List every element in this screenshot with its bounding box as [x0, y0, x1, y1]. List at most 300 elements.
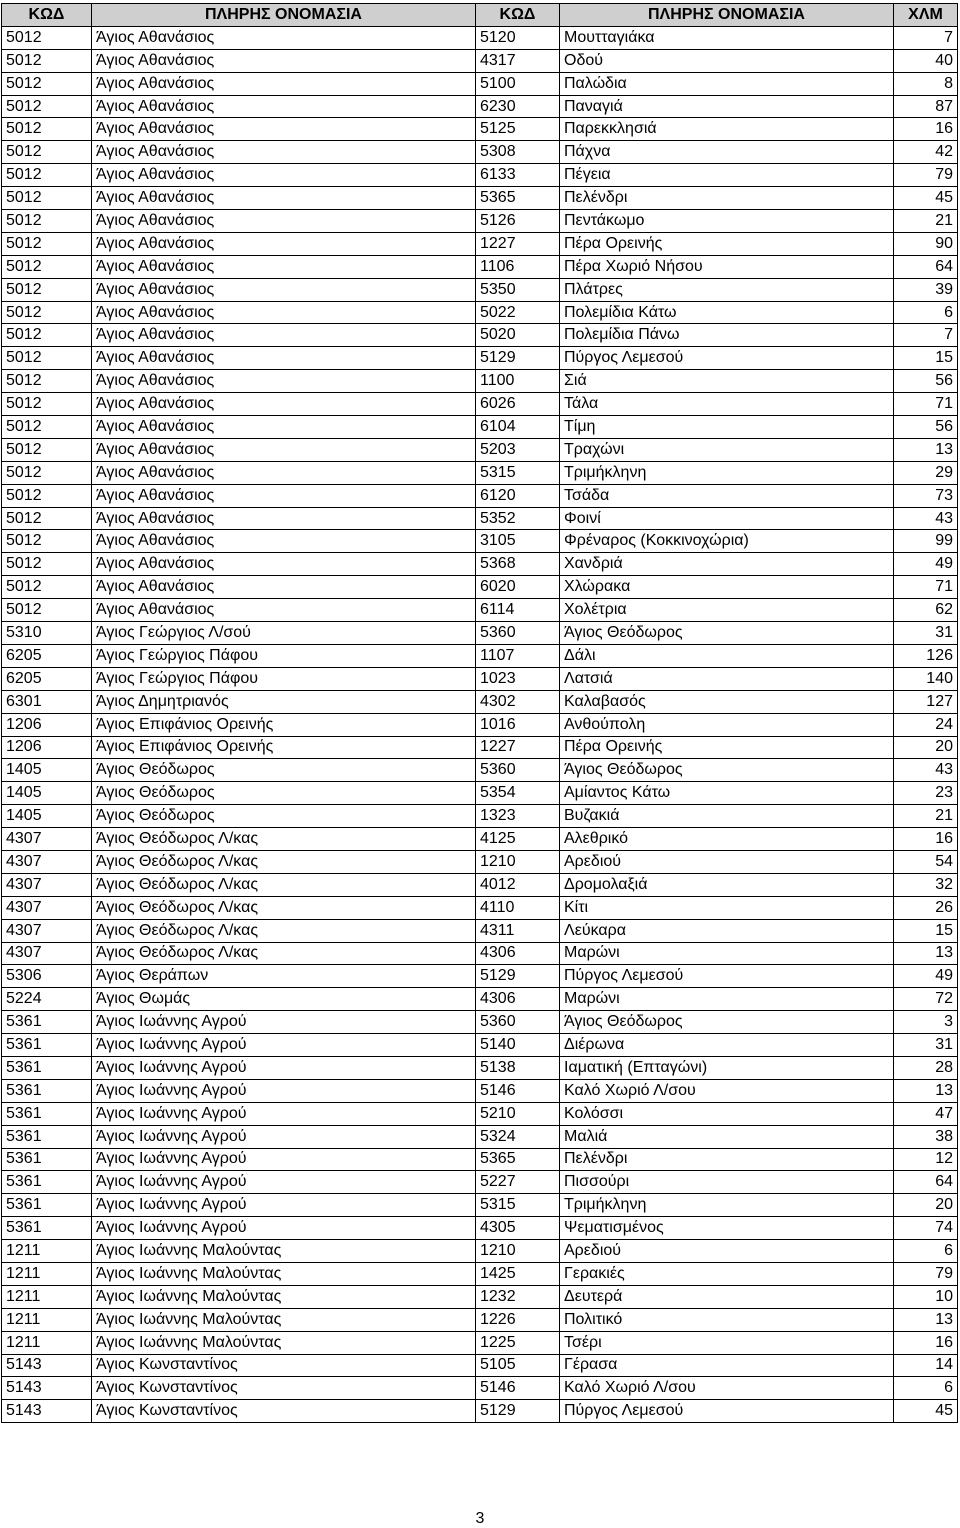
table-row [2, 919, 958, 942]
to-code-cell: 4305 [476, 1217, 560, 1240]
to-code-cell: 5146 [476, 1079, 560, 1102]
from-name-cell: Άγιος Ιωάννης Αγρού [92, 1217, 476, 1240]
distance-km-cell: 8 [894, 72, 958, 95]
to-name-cell: Πολεμίδια Κάτω [560, 301, 894, 324]
table-row [2, 1011, 958, 1034]
to-code-cell: 5126 [476, 210, 560, 233]
from-code-cell: 4307 [2, 850, 92, 873]
to-code-cell: 1100 [476, 370, 560, 393]
to-code-cell: 4317 [476, 49, 560, 72]
from-name-cell: Άγιος Αθανάσιος [92, 416, 476, 439]
to-name-cell: Δευτερά [560, 1285, 894, 1308]
from-name-cell: Άγιος Ιωάννης Αγρού [92, 1102, 476, 1125]
table-row [2, 255, 958, 278]
from-code-cell: 5361 [2, 1011, 92, 1034]
from-code-cell: 5361 [2, 1148, 92, 1171]
distance-km-cell: 79 [894, 164, 958, 187]
table-row [2, 553, 958, 576]
to-code-cell: 1226 [476, 1308, 560, 1331]
table-row [2, 1400, 958, 1423]
to-name-cell: Άγιος Θεόδωρος [560, 1011, 894, 1034]
table-row [2, 324, 958, 347]
distance-km-cell: 38 [894, 1125, 958, 1148]
header-code-1: ΚΩΔ [2, 4, 92, 27]
to-code-cell: 4302 [476, 690, 560, 713]
to-code-cell: 5203 [476, 438, 560, 461]
to-name-cell: Πύργος Λεμεσού [560, 1400, 894, 1423]
to-name-cell: Λατσιά [560, 667, 894, 690]
from-name-cell: Άγιος Ιωάννης Αγρού [92, 1194, 476, 1217]
table-row [2, 438, 958, 461]
distance-km-cell: 126 [894, 644, 958, 667]
to-name-cell: Καλαβασός [560, 690, 894, 713]
to-name-cell: Πισσούρι [560, 1171, 894, 1194]
table-row [2, 416, 958, 439]
to-code-cell: 1225 [476, 1331, 560, 1354]
to-name-cell: Πάχνα [560, 141, 894, 164]
from-code-cell: 5012 [2, 49, 92, 72]
to-name-cell: Μουτταγιάκα [560, 26, 894, 49]
to-code-cell: 5352 [476, 507, 560, 530]
to-name-cell: Διέρωνα [560, 1034, 894, 1057]
to-code-cell: 1210 [476, 1240, 560, 1263]
from-code-cell: 5361 [2, 1171, 92, 1194]
to-name-cell: Πέγεια [560, 164, 894, 187]
to-code-cell: 5308 [476, 141, 560, 164]
distance-km-cell: 13 [894, 438, 958, 461]
table-row [2, 370, 958, 393]
from-name-cell: Άγιος Αθανάσιος [92, 301, 476, 324]
from-code-cell: 5012 [2, 553, 92, 576]
to-name-cell: Παλώδια [560, 72, 894, 95]
from-name-cell: Άγιος Ιωάννης Μαλούντας [92, 1331, 476, 1354]
table-row [2, 1148, 958, 1171]
to-code-cell: 5120 [476, 26, 560, 49]
to-name-cell: Βυζακιά [560, 805, 894, 828]
distance-km-cell: 14 [894, 1354, 958, 1377]
to-code-cell: 1210 [476, 850, 560, 873]
from-name-cell: Άγιος Θεόδωρος Λ/κας [92, 873, 476, 896]
from-name-cell: Άγιος Θεράπων [92, 965, 476, 988]
from-name-cell: Άγιος Αθανάσιος [92, 72, 476, 95]
from-code-cell: 5012 [2, 72, 92, 95]
table-row [2, 1056, 958, 1079]
table-row [2, 1354, 958, 1377]
from-name-cell: Άγιος Κωνσταντίνος [92, 1354, 476, 1377]
from-code-cell: 5012 [2, 278, 92, 301]
from-code-cell: 5012 [2, 164, 92, 187]
to-name-cell: Κίτι [560, 896, 894, 919]
distance-km-cell: 32 [894, 873, 958, 896]
from-code-cell: 5012 [2, 141, 92, 164]
to-name-cell: Πύργος Λεμεσού [560, 965, 894, 988]
from-name-cell: Άγιος Αθανάσιος [92, 530, 476, 553]
to-code-cell: 5350 [476, 278, 560, 301]
from-code-cell: 4307 [2, 942, 92, 965]
from-code-cell: 5012 [2, 484, 92, 507]
distance-km-cell: 73 [894, 484, 958, 507]
to-code-cell: 5138 [476, 1056, 560, 1079]
to-name-cell: Πεντάκωμο [560, 210, 894, 233]
to-code-cell: 4110 [476, 896, 560, 919]
distance-km-cell: 56 [894, 416, 958, 439]
distance-km-cell: 13 [894, 1308, 958, 1331]
to-code-cell: 1232 [476, 1285, 560, 1308]
from-name-cell: Άγιος Αθανάσιος [92, 553, 476, 576]
distance-km-cell: 15 [894, 347, 958, 370]
header-km: ΧΛΜ [894, 4, 958, 27]
from-name-cell: Άγιος Δημητριανός [92, 690, 476, 713]
from-name-cell: Άγιος Αθανάσιος [92, 370, 476, 393]
distance-km-cell: 42 [894, 141, 958, 164]
distance-km-cell: 64 [894, 255, 958, 278]
table-row [2, 1034, 958, 1057]
from-code-cell: 5012 [2, 576, 92, 599]
to-code-cell: 5365 [476, 187, 560, 210]
distance-km-cell: 6 [894, 301, 958, 324]
to-code-cell: 3105 [476, 530, 560, 553]
from-name-cell: Άγιος Κωνσταντίνος [92, 1400, 476, 1423]
to-code-cell: 5125 [476, 118, 560, 141]
from-code-cell: 5012 [2, 26, 92, 49]
distance-km-cell: 16 [894, 1331, 958, 1354]
table-row [2, 1171, 958, 1194]
table-row [2, 164, 958, 187]
to-code-cell: 6026 [476, 393, 560, 416]
from-code-cell: 5306 [2, 965, 92, 988]
distance-km-cell: 31 [894, 1034, 958, 1057]
to-code-cell: 5315 [476, 461, 560, 484]
to-name-cell: Ιαματική (Επταγώνι) [560, 1056, 894, 1079]
to-code-cell: 5129 [476, 1400, 560, 1423]
distance-km-cell: 15 [894, 919, 958, 942]
table-header [2, 4, 958, 27]
to-code-cell: 1016 [476, 713, 560, 736]
to-name-cell: Πλάτρες [560, 278, 894, 301]
from-code-cell: 6205 [2, 667, 92, 690]
table-row [2, 301, 958, 324]
table-row [2, 187, 958, 210]
from-name-cell: Άγιος Αθανάσιος [92, 95, 476, 118]
to-name-cell: Φρέναρος (Κοκκινοχώρια) [560, 530, 894, 553]
distance-km-cell: 7 [894, 324, 958, 347]
to-code-cell: 5100 [476, 72, 560, 95]
to-code-cell: 5315 [476, 1194, 560, 1217]
distance-table [1, 3, 958, 1423]
to-code-cell: 5368 [476, 553, 560, 576]
table-row [2, 118, 958, 141]
distance-km-cell: 49 [894, 553, 958, 576]
from-name-cell: Άγιος Θεόδωρος Λ/κας [92, 919, 476, 942]
distance-km-cell: 7 [894, 26, 958, 49]
from-code-cell: 5143 [2, 1400, 92, 1423]
from-name-cell: Άγιος Αθανάσιος [92, 461, 476, 484]
to-name-cell: Δρομολαξιά [560, 873, 894, 896]
distance-km-cell: 56 [894, 370, 958, 393]
to-code-cell: 5360 [476, 1011, 560, 1034]
from-name-cell: Άγιος Αθανάσιος [92, 118, 476, 141]
from-code-cell: 1211 [2, 1308, 92, 1331]
to-code-cell: 1323 [476, 805, 560, 828]
to-code-cell: 5365 [476, 1148, 560, 1171]
from-name-cell: Άγιος Ιωάννης Αγρού [92, 1125, 476, 1148]
from-name-cell: Άγιος Ιωάννης Μαλούντας [92, 1308, 476, 1331]
table-row [2, 736, 958, 759]
to-name-cell: Πύργος Λεμεσού [560, 347, 894, 370]
table-row [2, 95, 958, 118]
distance-km-cell: 24 [894, 713, 958, 736]
from-name-cell: Άγιος Γεώργιος Λ/σού [92, 622, 476, 645]
to-name-cell: Τριμήκληνη [560, 1194, 894, 1217]
from-name-cell: Άγιος Ιωάννης Αγρού [92, 1148, 476, 1171]
table-body [2, 26, 958, 1422]
table-row [2, 1331, 958, 1354]
distance-km-cell: 72 [894, 988, 958, 1011]
from-code-cell: 5012 [2, 324, 92, 347]
to-name-cell: Τσέρι [560, 1331, 894, 1354]
from-code-cell: 5224 [2, 988, 92, 1011]
from-code-cell: 1211 [2, 1331, 92, 1354]
distance-km-cell: 71 [894, 576, 958, 599]
table-row [2, 530, 958, 553]
to-code-cell: 1227 [476, 736, 560, 759]
table-row [2, 988, 958, 1011]
distance-km-cell: 28 [894, 1056, 958, 1079]
from-code-cell: 5012 [2, 461, 92, 484]
distance-km-cell: 39 [894, 278, 958, 301]
table-row [2, 599, 958, 622]
from-name-cell: Άγιος Θωμάς [92, 988, 476, 1011]
from-name-cell: Άγιος Αθανάσιος [92, 187, 476, 210]
from-name-cell: Άγιος Ιωάννης Μαλούντας [92, 1240, 476, 1263]
to-code-cell: 4306 [476, 988, 560, 1011]
to-code-cell: 4311 [476, 919, 560, 942]
to-name-cell: Ανθούπολη [560, 713, 894, 736]
from-code-cell: 1211 [2, 1285, 92, 1308]
distance-km-cell: 29 [894, 461, 958, 484]
from-code-cell: 1211 [2, 1240, 92, 1263]
table-row [2, 1079, 958, 1102]
to-name-cell: Πελένδρι [560, 187, 894, 210]
to-code-cell: 1227 [476, 232, 560, 255]
to-name-cell: Αμίαντος Κάτω [560, 782, 894, 805]
to-name-cell: Χλώρακα [560, 576, 894, 599]
to-code-cell: 1023 [476, 667, 560, 690]
from-code-cell: 5012 [2, 301, 92, 324]
distance-km-cell: 54 [894, 850, 958, 873]
to-name-cell: Πελένδρι [560, 1148, 894, 1171]
table-row [2, 713, 958, 736]
to-code-cell: 6020 [476, 576, 560, 599]
to-name-cell: Μαλιά [560, 1125, 894, 1148]
table-row [2, 576, 958, 599]
distance-km-cell: 43 [894, 507, 958, 530]
distance-km-cell: 3 [894, 1011, 958, 1034]
from-name-cell: Άγιος Αθανάσιος [92, 26, 476, 49]
from-name-cell: Άγιος Ιωάννης Αγρού [92, 1011, 476, 1034]
to-name-cell: Οδού [560, 49, 894, 72]
from-name-cell: Άγιος Θεόδωρος Λ/κας [92, 942, 476, 965]
distance-km-cell: 79 [894, 1262, 958, 1285]
from-name-cell: Άγιος Θεόδωρος [92, 759, 476, 782]
to-name-cell: Τσάδα [560, 484, 894, 507]
from-code-cell: 5143 [2, 1354, 92, 1377]
from-code-cell: 5012 [2, 507, 92, 530]
from-name-cell: Άγιος Αθανάσιος [92, 324, 476, 347]
distance-km-cell: 43 [894, 759, 958, 782]
from-code-cell: 5361 [2, 1217, 92, 1240]
table-row [2, 49, 958, 72]
table-row [2, 393, 958, 416]
table-row [2, 1262, 958, 1285]
header-row [2, 4, 958, 27]
to-name-cell: Φοινί [560, 507, 894, 530]
table-row [2, 141, 958, 164]
from-name-cell: Άγιος Αθανάσιος [92, 232, 476, 255]
from-code-cell: 4307 [2, 896, 92, 919]
from-code-cell: 5361 [2, 1056, 92, 1079]
table-row [2, 1285, 958, 1308]
distance-km-cell: 90 [894, 232, 958, 255]
from-name-cell: Άγιος Θεόδωρος [92, 782, 476, 805]
from-code-cell: 5012 [2, 187, 92, 210]
to-name-cell: Τραχώνι [560, 438, 894, 461]
to-code-cell: 6114 [476, 599, 560, 622]
from-code-cell: 5361 [2, 1194, 92, 1217]
table-row [2, 1125, 958, 1148]
from-code-cell: 1405 [2, 759, 92, 782]
page-number: 3 [475, 1510, 485, 1527]
from-name-cell: Άγιος Αθανάσιος [92, 255, 476, 278]
table-row [2, 942, 958, 965]
to-code-cell: 5105 [476, 1354, 560, 1377]
from-code-cell: 5012 [2, 95, 92, 118]
table-row [2, 1194, 958, 1217]
to-code-cell: 1425 [476, 1262, 560, 1285]
distance-km-cell: 6 [894, 1240, 958, 1263]
to-code-cell: 6120 [476, 484, 560, 507]
to-code-cell: 5022 [476, 301, 560, 324]
to-code-cell: 5324 [476, 1125, 560, 1148]
table-row [2, 1102, 958, 1125]
from-name-cell: Άγιος Θεόδωρος Λ/κας [92, 828, 476, 851]
distance-km-cell: 23 [894, 782, 958, 805]
from-code-cell: 5012 [2, 393, 92, 416]
to-name-cell: Χολέτρια [560, 599, 894, 622]
from-code-cell: 5012 [2, 530, 92, 553]
to-name-cell: Αρεδιού [560, 850, 894, 873]
from-name-cell: Άγιος Αθανάσιος [92, 210, 476, 233]
from-name-cell: Άγιος Αθανάσιος [92, 484, 476, 507]
from-name-cell: Άγιος Αθανάσιος [92, 599, 476, 622]
from-name-cell: Άγιος Επιφάνιος Ορεινής [92, 736, 476, 759]
table-row [2, 1240, 958, 1263]
to-name-cell: Τριμήκληνη [560, 461, 894, 484]
to-name-cell: Άγιος Θεόδωρος [560, 759, 894, 782]
from-name-cell: Άγιος Αθανάσιος [92, 438, 476, 461]
from-name-cell: Άγιος Αθανάσιος [92, 393, 476, 416]
to-code-cell: 5129 [476, 965, 560, 988]
to-name-cell: Πολεμίδια Πάνω [560, 324, 894, 347]
from-code-cell: 5012 [2, 416, 92, 439]
to-name-cell: Παναγιά [560, 95, 894, 118]
from-code-cell: 5310 [2, 622, 92, 645]
from-name-cell: Άγιος Ιωάννης Αγρού [92, 1056, 476, 1079]
from-name-cell: Άγιος Αθανάσιος [92, 49, 476, 72]
to-name-cell: Καλό Χωριό Λ/σου [560, 1079, 894, 1102]
from-code-cell: 5012 [2, 232, 92, 255]
table-row [2, 347, 958, 370]
table-row [2, 896, 958, 919]
from-name-cell: Άγιος Αθανάσιος [92, 507, 476, 530]
table-row [2, 1308, 958, 1331]
to-code-cell: 5360 [476, 622, 560, 645]
from-code-cell: 1206 [2, 736, 92, 759]
from-name-cell: Άγιος Αθανάσιος [92, 164, 476, 187]
from-code-cell: 5012 [2, 118, 92, 141]
distance-km-cell: 140 [894, 667, 958, 690]
from-code-cell: 5361 [2, 1102, 92, 1125]
from-name-cell: Άγιος Θεόδωρος [92, 805, 476, 828]
to-code-cell: 5354 [476, 782, 560, 805]
distance-km-cell: 13 [894, 1079, 958, 1102]
to-code-cell: 6104 [476, 416, 560, 439]
distance-km-cell: 20 [894, 1194, 958, 1217]
table-row [2, 850, 958, 873]
table-row [2, 759, 958, 782]
to-code-cell: 4012 [476, 873, 560, 896]
to-code-cell: 5129 [476, 347, 560, 370]
to-name-cell: Αρεδιού [560, 1240, 894, 1263]
to-code-cell: 6133 [476, 164, 560, 187]
to-name-cell: Μαρώνι [560, 942, 894, 965]
table-row [2, 484, 958, 507]
from-code-cell: 6301 [2, 690, 92, 713]
to-name-cell: Σιά [560, 370, 894, 393]
from-code-cell: 5012 [2, 370, 92, 393]
distance-km-cell: 64 [894, 1171, 958, 1194]
table-row [2, 210, 958, 233]
table-row [2, 622, 958, 645]
to-name-cell: Τίμη [560, 416, 894, 439]
table-row [2, 873, 958, 896]
header-name-2: ΠΛΗΡΗΣ ΟΝΟΜΑΣΙΑ [560, 4, 894, 27]
table-row [2, 805, 958, 828]
table-row [2, 232, 958, 255]
distance-km-cell: 74 [894, 1217, 958, 1240]
from-code-cell: 5143 [2, 1377, 92, 1400]
distance-km-cell: 127 [894, 690, 958, 713]
distance-km-cell: 31 [894, 622, 958, 645]
distance-km-cell: 16 [894, 118, 958, 141]
to-name-cell: Τάλα [560, 393, 894, 416]
to-code-cell: 5140 [476, 1034, 560, 1057]
to-name-cell: Πολιτικό [560, 1308, 894, 1331]
table-row [2, 72, 958, 95]
from-code-cell: 4307 [2, 873, 92, 896]
distance-km-cell: 26 [894, 896, 958, 919]
header-name-1: ΠΛΗΡΗΣ ΟΝΟΜΑΣΙΑ [92, 4, 476, 27]
from-code-cell: 4307 [2, 919, 92, 942]
from-code-cell: 5361 [2, 1125, 92, 1148]
distance-km-cell: 87 [894, 95, 958, 118]
from-name-cell: Άγιος Θεόδωρος Λ/κας [92, 896, 476, 919]
from-name-cell: Άγιος Επιφάνιος Ορεινής [92, 713, 476, 736]
distance-km-cell: 12 [894, 1148, 958, 1171]
to-code-cell: 1106 [476, 255, 560, 278]
to-code-cell: 5146 [476, 1377, 560, 1400]
table-row [2, 644, 958, 667]
